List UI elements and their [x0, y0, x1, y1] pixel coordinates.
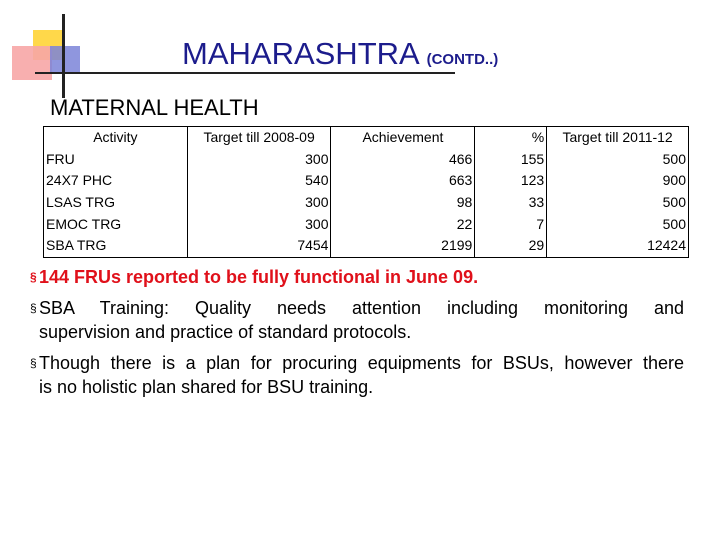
bullet-text: 144 FRUs reported to be fully functional in June 09. — [39, 267, 479, 287]
bullet-list — [30, 265, 684, 406]
table-row — [44, 149, 689, 171]
cell-target-2011-12: 12424 — [547, 235, 689, 257]
decor-pink-square — [12, 46, 52, 80]
bullet-text-line1: Though there is a plan for procuring equipments for BSUs, however there — [39, 353, 684, 373]
table-header-row — [44, 127, 689, 149]
bullet-marker-icon: § — [30, 301, 37, 315]
cell-activity: 24X7 PHC — [44, 170, 188, 192]
cell-percent: 7 — [475, 213, 547, 235]
cell-target-2011-12: 500 — [547, 149, 689, 171]
decor-vertical-line — [62, 14, 65, 98]
header-target-2011-12: Target till 2011-12 — [547, 127, 689, 149]
cell-activity: LSAS TRG — [44, 192, 188, 214]
cell-achievement: 22 — [331, 213, 475, 235]
bullet-text-line2: is no holistic plan shared for BSU training. — [39, 377, 374, 397]
bullet-text-line1: SBA Training: Quality needs attention including monitoring and — [39, 298, 684, 318]
cell-achievement: 663 — [331, 170, 475, 192]
table-row — [44, 235, 689, 257]
title-suffix: (CONTD..) — [426, 51, 499, 68]
bullet-sba-training — [30, 296, 684, 344]
decor-horizontal-line — [35, 72, 455, 74]
table-row — [44, 213, 689, 235]
cell-target-2008-09: 540 — [187, 170, 331, 192]
cell-percent: 29 — [475, 235, 547, 257]
header-target-2008-09: Target till 2008-09 — [187, 127, 331, 149]
bullet-marker-icon: § — [30, 356, 37, 370]
cell-activity: FRU — [44, 149, 188, 171]
bullet-marker-icon: § — [30, 270, 37, 284]
cell-target-2008-09: 300 — [187, 149, 331, 171]
bullet-fru-status — [30, 265, 684, 289]
maternal-health-table — [43, 126, 689, 258]
cell-activity: EMOC TRG — [44, 213, 188, 235]
cell-target-2011-12: 500 — [547, 213, 689, 235]
cell-target-2008-09: 7454 — [187, 235, 331, 257]
header-achievement: Achievement — [331, 127, 475, 149]
cell-target-2011-12: 900 — [547, 170, 689, 192]
decor-blue-square — [50, 46, 80, 74]
cell-target-2008-09: 300 — [187, 213, 331, 235]
header-activity: Activity — [44, 127, 188, 149]
cell-achievement: 98 — [331, 192, 475, 214]
title-main: MAHARASHTRA — [182, 36, 418, 71]
header-percent: % — [475, 127, 547, 149]
cell-activity: SBA TRG — [44, 235, 188, 257]
cell-percent: 155 — [475, 149, 547, 171]
bullet-text-line2: supervision and practice of standard protocols. — [39, 322, 412, 342]
cell-target-2011-12: 500 — [547, 192, 689, 214]
section-heading: MATERNAL HEALTH — [50, 95, 259, 120]
slide-title — [182, 36, 498, 72]
table-row — [44, 170, 689, 192]
cell-percent: 123 — [475, 170, 547, 192]
table-row — [44, 192, 689, 214]
cell-target-2008-09: 300 — [187, 192, 331, 214]
bullet-bsu-plan — [30, 351, 684, 399]
cell-achievement: 2199 — [331, 235, 475, 257]
cell-percent: 33 — [475, 192, 547, 214]
cell-achievement: 466 — [331, 149, 475, 171]
